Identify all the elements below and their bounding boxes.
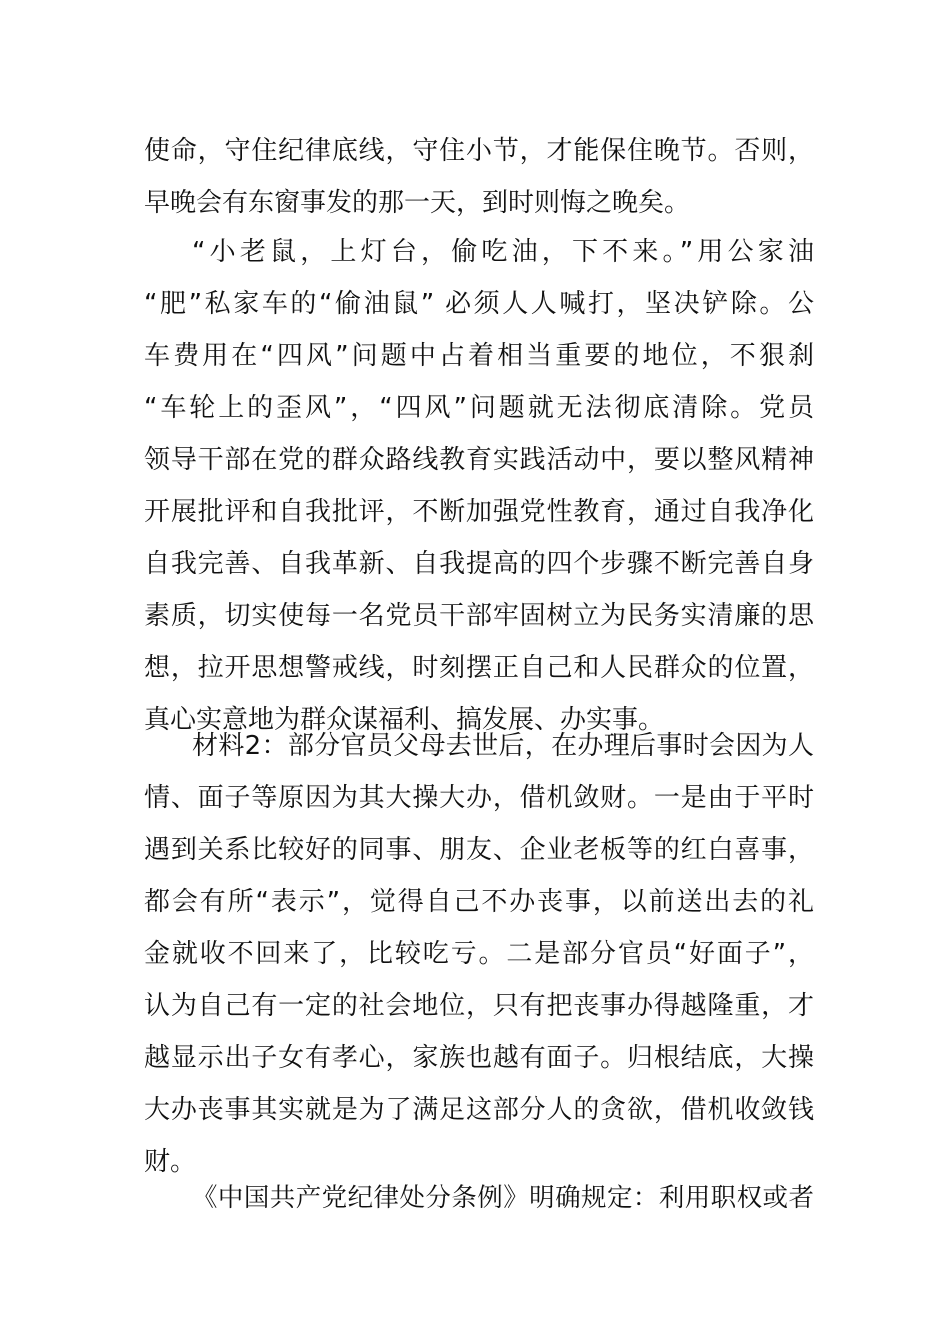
text-line: “肥”私家车的“偷油鼠” 必须人人喊打，坚决铲除。公: [144, 289, 814, 319]
text-line: 真心实意地为群众谋福利、搞发展、办实事。: [144, 705, 665, 735]
text-line: 大办丧事其实就是为了满足这部分人的贪欲，借机收敛钱: [144, 1095, 814, 1125]
text-line: 情、面子等原因为其大操大办，借机敛财。一是由于平时: [144, 783, 814, 813]
text-line: 想，拉开思想警戒线，时刻摆正自己和人民群众的位置，: [144, 653, 814, 683]
text-line: 遇到关系比较好的同事、朋友、企业老板等的红白喜事，: [144, 835, 814, 865]
text-line: 开展批评和自我批评，不断加强党性教育，通过自我净化: [144, 497, 814, 527]
text-line: 早晚会有东窗事发的那一天，到时则悔之晚矣。: [144, 188, 691, 218]
text-line: 越显示出子女有孝心，家族也越有面子。归根结底，大操: [144, 1043, 814, 1073]
text-line: 认为自己有一定的社会地位，只有把丧事办得越隆重，才: [144, 991, 814, 1021]
text-line: 领导干部在党的群众路线教育实践活动中，要以整风精神: [144, 445, 814, 475]
text-line: 《中国共产党纪律处分条例》明确规定：利用职权或者: [192, 1183, 814, 1213]
text-line: 材料2：部分官员父母去世后，在办理后事时会因为人: [192, 731, 814, 761]
text-line: “车轮上的歪风”，“四风”问题就无法彻底清除。党员: [144, 393, 814, 423]
text-line: “小老鼠，上灯台，偷吃油，下不来。”用公家油: [192, 237, 814, 267]
paragraph-2: [144, 226, 814, 746]
paragraph-4: [144, 1172, 814, 1224]
paragraph-1: [144, 125, 814, 229]
text-line: 车费用在“四风”问题中占着相当重要的地位，不狠刹: [144, 341, 814, 371]
text-line: 都会有所“表示”，觉得自己不办丧事，以前送出去的礼: [144, 887, 814, 917]
text-line: 金就收不回来了，比较吃亏。二是部分官员“好面子”，: [144, 939, 814, 969]
text-line: 素质，切实使每一名党员干部牢固树立为民务实清廉的思: [144, 601, 814, 631]
text-line: 自我完善、自我革新、自我提高的四个步骤不断完善自身: [144, 549, 814, 579]
text-line: 财。: [144, 1147, 197, 1177]
paragraph-3: [144, 720, 814, 1188]
text-line: 使命，守住纪律底线，守住小节，才能保住晚节。否则，: [144, 136, 814, 166]
